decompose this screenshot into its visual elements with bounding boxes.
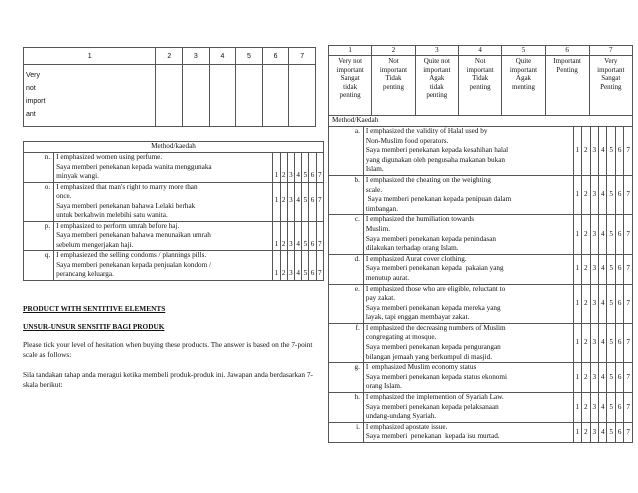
scale-option[interactable]: 5 xyxy=(607,215,615,254)
item-line: I emphasized Muslim economy status xyxy=(365,363,477,372)
item-line: I emphasized the decreasing numbers of Muslim xyxy=(365,323,506,332)
empty-cell xyxy=(289,65,316,127)
scale-number: 7 xyxy=(589,46,632,56)
scale-option[interactable]: 5 xyxy=(302,153,309,183)
scale-option[interactable]: 2 xyxy=(582,363,590,393)
scale-option[interactable]: 7 xyxy=(624,284,633,323)
scale-option[interactable]: 1 xyxy=(573,215,581,254)
left-scale-table xyxy=(23,47,316,127)
method-row-h xyxy=(329,393,633,423)
scale-option[interactable]: 1 xyxy=(573,323,581,362)
scale-option[interactable]: 6 xyxy=(309,182,316,221)
left-scale-number-row xyxy=(24,48,316,65)
scale-option[interactable]: 3 xyxy=(590,323,598,362)
scale-option[interactable]: 4 xyxy=(599,254,607,284)
very-not-important-label xyxy=(24,65,156,127)
right-scale-number-row xyxy=(329,46,633,56)
instruction-ms: Sila tandakan tahap anda meragui ketika membeli produk-produk ini. Jawapan anda berdasarkan 7-skala berikut: xyxy=(23,370,313,389)
item-line: minyak wangi. xyxy=(56,172,99,180)
empty-cell xyxy=(236,65,263,127)
item-text xyxy=(363,323,573,362)
label-line: Quite xyxy=(515,57,532,65)
item-letter: n. xyxy=(24,153,54,183)
scale-option[interactable]: 5 xyxy=(607,127,615,176)
empty-cell xyxy=(262,65,289,127)
label-line: not xyxy=(26,85,36,92)
label-line: important xyxy=(336,65,364,74)
label-line: tidak xyxy=(429,82,444,91)
scale-label-5 xyxy=(502,56,545,116)
scale-option[interactable]: 1 xyxy=(573,254,581,284)
scale-option[interactable]: 4 xyxy=(599,323,607,362)
item-text xyxy=(363,393,573,423)
label-line: Sangat xyxy=(601,74,621,83)
item-line: undang-undang Syariah. xyxy=(365,412,437,421)
item-line: Saya memberi penekanan kepada penipuan dalam xyxy=(365,195,512,204)
scale-number: 6 xyxy=(545,46,589,56)
item-line: dilakukan terhadap orang Islam. xyxy=(365,244,459,253)
scale-option[interactable]: 4 xyxy=(599,393,607,423)
item-line: Saya memberi penekanan kepada mereka yang xyxy=(365,303,501,312)
scale-option[interactable]: 5 xyxy=(607,254,615,284)
scale-option[interactable]: 7 xyxy=(624,254,633,284)
label-line: important xyxy=(597,65,625,74)
scale-label-7 xyxy=(589,56,632,116)
instruction-en: Please tick your level of hesitation when buying these products. The answer is based on the 7-point scale as follows: xyxy=(23,340,313,359)
scale-option[interactable]: 4 xyxy=(295,251,302,281)
item-letter: g. xyxy=(329,363,364,393)
scale-option[interactable]: 3 xyxy=(287,221,294,251)
label-line: Important xyxy=(553,57,581,65)
scale-option[interactable]: 6 xyxy=(615,127,623,176)
method-row-p xyxy=(24,221,324,251)
item-line: sebelum mengerjakan haji. xyxy=(56,240,134,249)
left-method-table xyxy=(23,141,324,281)
scale-number: 2 xyxy=(156,48,183,65)
item-text xyxy=(54,153,273,183)
scale-option[interactable]: 1 xyxy=(273,182,280,221)
item-letter: a. xyxy=(329,127,364,176)
scale-option[interactable]: 7 xyxy=(624,422,633,442)
label-line: penting xyxy=(382,82,404,91)
scale-option[interactable]: 3 xyxy=(590,127,598,176)
scale-option[interactable]: 5 xyxy=(607,284,615,323)
item-line: Saya memberi penekanan kepada kesahihan halal xyxy=(365,146,509,155)
scale-number: 5 xyxy=(502,46,545,56)
scale-option[interactable]: 2 xyxy=(582,254,590,284)
item-line: I emphasized apostate issue. xyxy=(365,422,448,431)
label-line: Tidak xyxy=(472,74,489,83)
left-scale-label-row xyxy=(24,65,316,127)
method-row-a xyxy=(329,127,633,176)
item-line: I emphasized women using perfume. xyxy=(56,153,163,161)
scale-option[interactable]: 4 xyxy=(599,127,607,176)
item-text xyxy=(363,175,573,214)
method-row-q xyxy=(24,251,324,281)
scale-option[interactable]: 6 xyxy=(615,284,623,323)
scale-option[interactable]: 5 xyxy=(607,363,615,393)
scale-option[interactable]: 2 xyxy=(582,393,590,423)
item-line: once. xyxy=(56,192,72,200)
item-text xyxy=(54,182,273,221)
item-line: I emphasized to perform umrah before haj. xyxy=(56,221,180,230)
item-line: I emphasized the cheating on the weighting xyxy=(365,175,491,184)
label-line: Agak xyxy=(515,74,532,83)
scale-option[interactable]: 5 xyxy=(607,323,615,362)
scale-label-2 xyxy=(372,56,415,116)
label-line: penting xyxy=(426,91,448,100)
item-line: Islam. xyxy=(365,165,384,174)
right-method-table xyxy=(328,115,633,443)
scale-option[interactable]: 2 xyxy=(582,323,590,362)
scale-option[interactable]: 6 xyxy=(615,175,623,214)
scale-option[interactable]: 1 xyxy=(273,153,280,183)
scale-option[interactable]: 2 xyxy=(582,127,590,176)
label-line: import xyxy=(26,98,46,105)
scale-option[interactable]: 2 xyxy=(280,251,287,281)
scale-option[interactable]: 3 xyxy=(287,251,294,281)
item-line: I emphasized the validity of Halal used by xyxy=(365,127,488,135)
scale-number: 4 xyxy=(458,46,501,56)
item-letter: b. xyxy=(329,175,364,214)
sensitive-elements-heading-ms: UNSUR-UNSUR SENSITIF BAGI PRODUK xyxy=(23,322,165,331)
item-line: Saya memberi penekanan kepada wanita menggunaka xyxy=(56,162,212,171)
scale-option[interactable]: 1 xyxy=(573,175,581,214)
label-line: important xyxy=(509,65,538,74)
scale-label-4 xyxy=(458,56,501,116)
scale-option[interactable]: 3 xyxy=(287,182,294,221)
item-line: menutup aurat. xyxy=(365,273,409,282)
item-line: perancang keluarga. xyxy=(56,270,114,278)
scale-option[interactable]: 2 xyxy=(582,215,590,254)
scale-option[interactable]: 6 xyxy=(309,221,316,251)
method-row-b xyxy=(329,175,633,214)
scale-number: 3 xyxy=(183,48,210,65)
item-letter: c. xyxy=(329,215,364,254)
scale-option[interactable]: 4 xyxy=(599,284,607,323)
scale-option[interactable]: 6 xyxy=(615,393,623,423)
label-line: Not xyxy=(474,57,486,65)
right-scale-table xyxy=(328,45,633,116)
label-line: Very xyxy=(26,72,41,79)
scale-option[interactable]: 1 xyxy=(273,221,280,251)
empty-cell xyxy=(156,65,183,127)
scale-number: 2 xyxy=(372,46,415,56)
method-row-g xyxy=(329,363,633,393)
scale-option[interactable]: 6 xyxy=(615,422,623,442)
scale-label-3 xyxy=(415,56,458,116)
right-scale-label-row xyxy=(329,56,633,116)
item-letter: o. xyxy=(24,182,54,221)
scale-option[interactable]: 3 xyxy=(590,215,598,254)
scale-number: 1 xyxy=(24,48,156,65)
method-row-i xyxy=(329,422,633,442)
item-text xyxy=(363,127,573,176)
scale-option[interactable]: 3 xyxy=(590,363,598,393)
item-line: timbangan. xyxy=(365,204,399,213)
item-line: Saya memberi penekanan kepada status ekonomi xyxy=(365,372,507,381)
item-line: layak, tapi enggan membayar zakat. xyxy=(365,313,470,322)
item-letter: d. xyxy=(329,254,364,284)
scale-option[interactable]: 1 xyxy=(573,127,581,176)
item-line: I emphasiezed the selling condoms / plannings pills. xyxy=(56,251,207,259)
scale-option[interactable]: 5 xyxy=(302,251,309,281)
scale-number: 6 xyxy=(262,48,289,65)
label-line: menting xyxy=(512,82,535,91)
scale-option[interactable]: 5 xyxy=(302,221,309,251)
scale-option[interactable]: 4 xyxy=(599,422,607,442)
item-line: yang digunakan oleh pengusaha makanan bukan xyxy=(365,155,505,164)
item-letter: p. xyxy=(24,221,54,251)
label-line: tidak xyxy=(343,82,358,91)
scale-option[interactable]: 3 xyxy=(590,284,598,323)
item-line: Non-Muslim food operators. xyxy=(365,136,449,145)
scale-option[interactable]: 2 xyxy=(582,175,590,214)
method-row-o xyxy=(24,182,324,221)
item-line: I emphasized the humiliation towards xyxy=(365,215,475,224)
scale-option[interactable]: 5 xyxy=(607,422,615,442)
item-text xyxy=(363,363,573,393)
method-row-d xyxy=(329,254,633,284)
item-line: Saya memberi penekanan kepada penjualan kondom / xyxy=(56,260,212,269)
scale-option[interactable]: 6 xyxy=(615,323,623,362)
scale-option[interactable]: 3 xyxy=(287,153,294,183)
scale-label-1 xyxy=(329,56,372,116)
item-line: Saya memberi penekanan bahawa menunaikan umrah xyxy=(56,231,211,239)
label-line: important xyxy=(379,65,408,74)
scale-option[interactable]: 4 xyxy=(599,363,607,393)
scale-option[interactable]: 7 xyxy=(624,175,633,214)
label-line: Very xyxy=(604,57,618,65)
scale-option[interactable]: 3 xyxy=(590,175,598,214)
scale-option[interactable]: 7 xyxy=(624,215,633,254)
label-line: penting xyxy=(469,82,491,91)
label-line: important xyxy=(423,65,451,74)
scale-option[interactable]: 4 xyxy=(295,182,302,221)
scale-option[interactable]: 4 xyxy=(295,221,302,251)
scale-option[interactable]: 6 xyxy=(615,363,623,393)
item-line: I emphasized Aurat cover clothing. xyxy=(365,254,467,263)
item-line: scale. xyxy=(365,185,383,194)
item-line: Saya memberi penekanan kepada pelaksanaan xyxy=(365,402,499,411)
method-header: Method/Kaedah xyxy=(329,116,633,127)
scale-option[interactable]: 6 xyxy=(615,215,623,254)
item-line: I emphasized those who are eligible, reluctant to xyxy=(365,284,506,293)
scale-option[interactable]: 3 xyxy=(590,393,598,423)
scale-option[interactable]: 6 xyxy=(309,153,316,183)
sensitive-elements-heading-en: PRODUCT WITH SENTITIVE ELEMENTS xyxy=(23,304,166,313)
scale-option[interactable]: 4 xyxy=(599,175,607,214)
scale-option[interactable]: 3 xyxy=(590,422,598,442)
item-line: Saya memberi penekanan kepada pengurangan xyxy=(365,343,501,352)
scale-option[interactable]: 2 xyxy=(582,422,590,442)
scale-number: 7 xyxy=(289,48,316,65)
scale-option[interactable]: 7 xyxy=(316,182,323,221)
scale-option[interactable]: 6 xyxy=(309,251,316,281)
item-text xyxy=(363,422,573,442)
item-line: bilangan jemaah yang berkumpul di masjid. xyxy=(365,352,493,361)
scale-option[interactable]: 2 xyxy=(280,153,287,183)
label-line: Very not xyxy=(338,57,363,65)
scale-option[interactable]: 2 xyxy=(280,182,287,221)
scale-option[interactable]: 7 xyxy=(624,393,633,423)
label-line: Sangat xyxy=(340,74,360,83)
item-text xyxy=(363,284,573,323)
item-line: Saya memberi penekanan kepada penindasan xyxy=(365,234,496,243)
scale-option[interactable]: 1 xyxy=(573,363,581,393)
method-row-f xyxy=(329,323,633,362)
item-line: untuk berkahwin melebihi satu wanita. xyxy=(56,211,168,219)
item-line: Saya memberi penekanan bahawa Lelaki berhak xyxy=(56,201,196,210)
item-line: congregating at mosque. xyxy=(365,333,437,342)
scale-option[interactable]: 7 xyxy=(316,153,323,183)
label-line: ant xyxy=(26,111,36,118)
label-line: Agak xyxy=(429,74,445,83)
label-line: penting xyxy=(339,91,361,100)
empty-cell xyxy=(183,65,210,127)
scale-number: 3 xyxy=(415,46,458,56)
item-letter: q. xyxy=(24,251,54,281)
item-line: I emphasized the implemention of Syariah Law. xyxy=(365,393,504,402)
item-text xyxy=(54,221,273,251)
scale-option[interactable]: 3 xyxy=(590,254,598,284)
item-line: I emphasized that man's right to marry more than xyxy=(56,182,198,191)
label-line: important xyxy=(466,65,494,74)
method-row-n xyxy=(24,153,324,183)
scale-option[interactable]: 7 xyxy=(624,323,633,362)
scale-number: 4 xyxy=(209,48,236,65)
label-line: Not xyxy=(388,57,399,65)
item-text xyxy=(363,254,573,284)
scale-number: 5 xyxy=(236,48,263,65)
scale-option[interactable]: 1 xyxy=(573,393,581,423)
item-line: orang Islam. xyxy=(365,382,402,391)
scale-option[interactable]: 1 xyxy=(573,284,581,323)
label-line: Penting xyxy=(600,82,622,91)
scale-option[interactable]: 7 xyxy=(624,363,633,393)
scale-label-6 xyxy=(545,56,589,116)
method-header: Method/kaedah xyxy=(24,142,324,153)
item-line: Saya memberi penekanan kepada pakaian yang xyxy=(365,264,504,273)
scale-option[interactable]: 1 xyxy=(273,251,280,281)
item-line: Saya memberi penekanan kepada isu murtad. xyxy=(365,432,500,441)
label-line: Tidak xyxy=(385,74,402,83)
item-letter: e. xyxy=(329,284,364,323)
scale-option[interactable]: 7 xyxy=(316,251,323,281)
label-line: Penting xyxy=(556,65,578,74)
scale-option[interactable]: 5 xyxy=(302,182,309,221)
item-line: pay zakat. xyxy=(365,294,396,303)
scale-option[interactable]: 4 xyxy=(295,153,302,183)
label-line: Quite not xyxy=(423,57,450,65)
scale-option[interactable]: 4 xyxy=(599,215,607,254)
scale-option[interactable]: 2 xyxy=(280,221,287,251)
item-text xyxy=(363,215,573,254)
item-letter: f. xyxy=(329,323,364,362)
scale-option[interactable]: 7 xyxy=(624,127,633,176)
item-text xyxy=(54,251,273,281)
item-letter: i. xyxy=(329,422,364,442)
scale-option[interactable]: 6 xyxy=(615,254,623,284)
scale-option[interactable]: 7 xyxy=(316,221,323,251)
scale-option[interactable]: 2 xyxy=(582,284,590,323)
scale-number: 1 xyxy=(329,46,372,56)
empty-cell xyxy=(209,65,236,127)
scale-option[interactable]: 1 xyxy=(573,422,581,442)
scale-option[interactable]: 5 xyxy=(607,175,615,214)
method-row-c xyxy=(329,215,633,254)
item-line: Muslim. xyxy=(365,224,391,233)
method-row-e xyxy=(329,284,633,323)
scale-option[interactable]: 5 xyxy=(607,393,615,423)
item-letter: h. xyxy=(329,393,364,423)
